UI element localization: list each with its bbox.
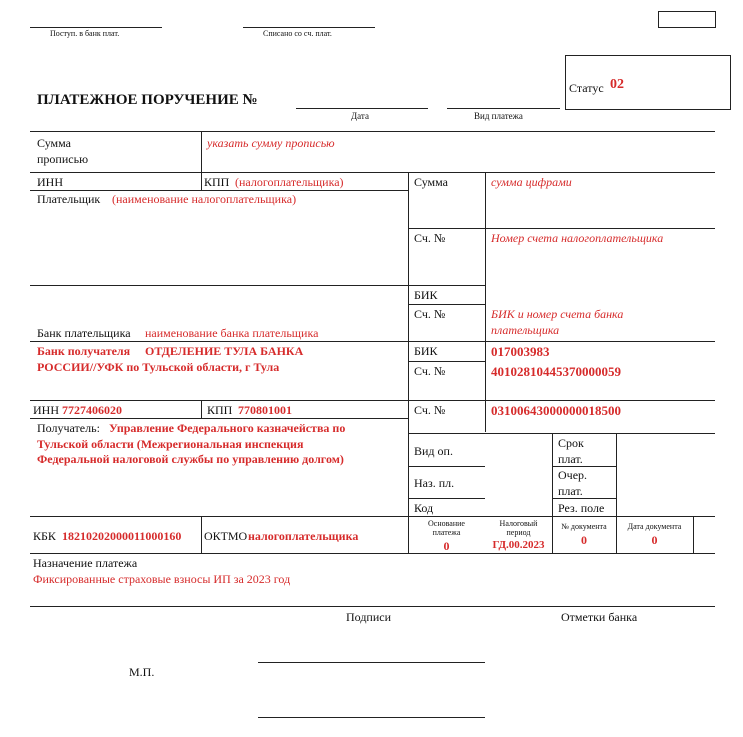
divider bbox=[485, 172, 486, 432]
payment-type-line[interactable] bbox=[447, 108, 560, 109]
doc-date-label: Дата документа bbox=[627, 522, 682, 531]
period-label-1: Налоговый bbox=[499, 519, 538, 528]
divider bbox=[201, 516, 202, 553]
code-label: Код bbox=[414, 501, 434, 515]
divider bbox=[408, 498, 485, 499]
form-code-box bbox=[658, 11, 716, 28]
payer-bank-field-line2[interactable]: плательщика bbox=[491, 323, 560, 337]
divider bbox=[408, 361, 485, 362]
stamp-label: М.П. bbox=[129, 665, 155, 679]
recipient-bik-value[interactable]: 017003983 bbox=[491, 344, 550, 359]
signatures-label: Подписи bbox=[346, 610, 392, 624]
signature-line-2[interactable] bbox=[258, 717, 485, 718]
period-label-2: период bbox=[506, 528, 531, 537]
recipient-name-2[interactable]: Тульской области (Межрегиональная инспекция bbox=[37, 437, 304, 451]
kbk-value[interactable]: 18210202000011000160 bbox=[62, 529, 182, 543]
payment-type-label: Вид платежа bbox=[474, 111, 523, 121]
term-label-1: Срок bbox=[558, 436, 584, 450]
recipient-bank-name-1[interactable]: ОТДЕЛЕНИЕ ТУЛА БАНКА bbox=[145, 344, 304, 358]
divider bbox=[408, 304, 485, 305]
divider bbox=[30, 516, 715, 517]
recipient-inn-label: ИНН bbox=[33, 403, 59, 417]
oktmo-label: ОКТМО bbox=[204, 529, 248, 543]
doc-number-value[interactable]: 0 bbox=[581, 533, 587, 547]
divider bbox=[693, 516, 694, 553]
recipient-kpp-label: КПП bbox=[207, 403, 233, 417]
purpose-label: Назначение платежа bbox=[33, 556, 138, 570]
payer-name-field[interactable]: (наименование налогоплательщика) bbox=[112, 192, 297, 206]
divider bbox=[408, 466, 485, 467]
number-line[interactable] bbox=[296, 108, 428, 109]
recipient-inn-value[interactable]: 7727406020 bbox=[62, 403, 122, 417]
recipient-bik-label: БИК bbox=[414, 344, 438, 358]
divider bbox=[30, 341, 715, 342]
recipient-bank-label: Банк получателя bbox=[37, 344, 131, 358]
payer-bik-label: БИК bbox=[414, 288, 438, 302]
divider bbox=[408, 433, 715, 434]
bank-marks-label: Отметки банка bbox=[561, 610, 638, 624]
debited-label: Списано со сч. плат. bbox=[263, 29, 332, 38]
divider bbox=[30, 131, 715, 132]
received-line bbox=[30, 27, 162, 28]
purpose-code-label: Наз. пл. bbox=[414, 476, 455, 490]
divider bbox=[552, 498, 616, 499]
amount-words-field[interactable]: указать сумму прописью bbox=[207, 136, 335, 150]
date-label: Дата bbox=[351, 111, 369, 121]
order-label-1: Очер. bbox=[558, 468, 588, 482]
recipient-corr-label: Сч. № bbox=[414, 364, 446, 378]
basis-value[interactable]: 0 bbox=[443, 539, 450, 553]
op-type-label: Вид оп. bbox=[414, 444, 453, 458]
recipient-name-3[interactable]: Федеральной налоговой службы по управлению долгом) bbox=[37, 452, 344, 466]
reserve-label: Рез. поле bbox=[558, 501, 605, 515]
payer-label: Плательщик bbox=[37, 192, 101, 206]
payer-account-label: Сч. № bbox=[414, 231, 446, 245]
divider bbox=[30, 172, 715, 173]
order-label-2: плат. bbox=[558, 484, 583, 498]
payer-kpp-label: КПП bbox=[204, 175, 230, 189]
kbk-label: КБК bbox=[33, 529, 56, 543]
recipient-name-1[interactable]: Управление Федерального казначейства по bbox=[109, 421, 346, 435]
basis-label-2: платежа bbox=[432, 528, 461, 537]
amount-words-label-1: Сумма bbox=[37, 136, 71, 150]
status-label: Статус bbox=[569, 81, 604, 95]
payer-bank-account-label: Сч. № bbox=[414, 307, 446, 321]
debited-line bbox=[243, 27, 375, 28]
term-label-2: плат. bbox=[558, 452, 583, 466]
signature-line-1[interactable] bbox=[258, 662, 485, 663]
period-value[interactable]: ГД.00.2023 bbox=[492, 539, 545, 551]
recipient-corr-value[interactable]: 40102810445370000059 bbox=[491, 364, 621, 379]
purpose-value[interactable]: Фиксированные страховые взносы ИП за 2023 год bbox=[33, 572, 291, 586]
status-value[interactable]: 02 bbox=[610, 77, 624, 92]
divider bbox=[30, 606, 715, 607]
recipient-account-label: Сч. № bbox=[414, 403, 446, 417]
page-title: ПЛАТЕЖНОЕ ПОРУЧЕНИЕ № bbox=[37, 92, 258, 108]
payer-inn-label: ИНН bbox=[37, 175, 63, 189]
oktmo-value[interactable]: налогоплательщика bbox=[248, 529, 359, 543]
payer-sum-label: Сумма bbox=[414, 175, 448, 189]
divider bbox=[30, 418, 408, 419]
divider bbox=[30, 285, 485, 286]
recipient-label: Получатель: bbox=[37, 421, 100, 435]
amount-words-label-2: прописью bbox=[37, 152, 89, 166]
divider bbox=[201, 131, 202, 172]
payer-bank-field-line1[interactable]: БИК и номер счета банка bbox=[491, 307, 624, 321]
payer-account-field[interactable]: Номер счета налогоплательщика bbox=[491, 231, 664, 245]
payer-kpp-field[interactable]: (налогоплательщика) bbox=[235, 175, 344, 189]
divider bbox=[30, 553, 715, 554]
divider bbox=[552, 466, 616, 467]
divider bbox=[408, 228, 715, 229]
payer-bank-label: Банк плательщика bbox=[37, 326, 131, 340]
divider bbox=[408, 172, 409, 553]
divider bbox=[201, 172, 202, 190]
divider bbox=[201, 400, 202, 418]
doc-date-value[interactable]: 0 bbox=[651, 533, 658, 547]
received-label: Поступ. в банк плат. bbox=[50, 29, 120, 38]
basis-label-1: Основание bbox=[428, 519, 465, 528]
recipient-bank-name-2[interactable]: РОССИИ//УФК по Тульской области, г Тула bbox=[37, 360, 280, 374]
payer-bank-name-field[interactable]: наименование банка плательщика bbox=[145, 326, 319, 340]
doc-number-label: № документа bbox=[561, 522, 607, 531]
payer-sum-field[interactable]: сумма цифрами bbox=[491, 175, 572, 189]
recipient-account-value[interactable]: 03100643000000018500 bbox=[491, 403, 621, 418]
recipient-kpp-value[interactable]: 770801001 bbox=[238, 403, 292, 417]
divider bbox=[30, 400, 715, 401]
divider bbox=[30, 190, 408, 191]
